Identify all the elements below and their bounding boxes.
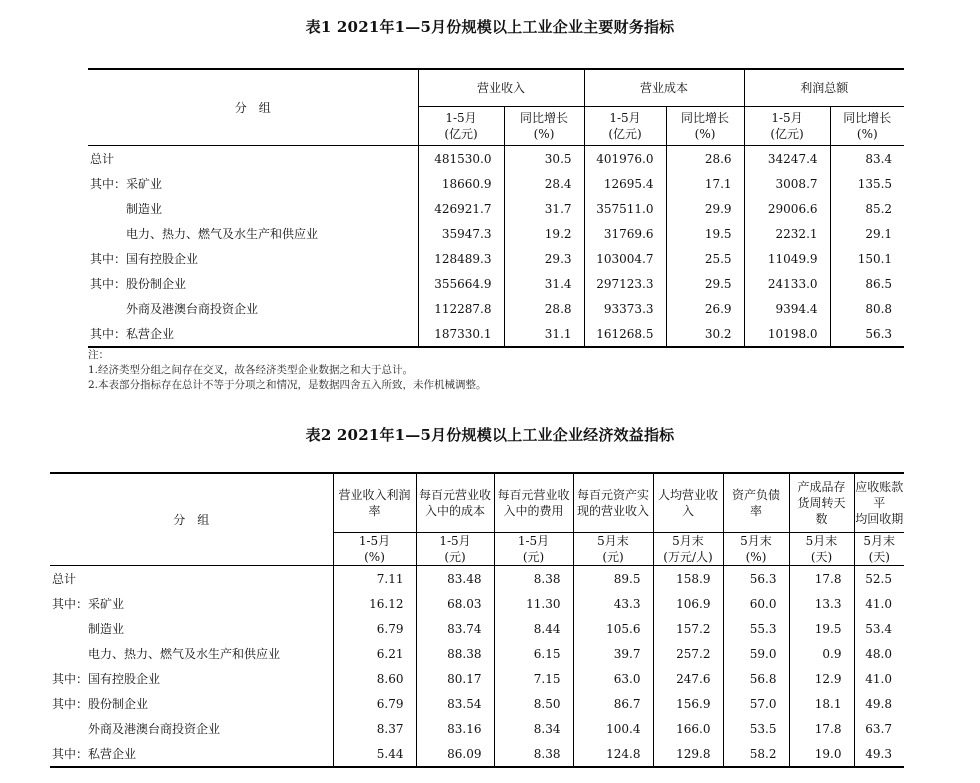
header-line: 每百元营业收: [497, 488, 570, 502]
value-cell: 63.7: [854, 716, 904, 741]
value-cell: 83.74: [416, 616, 494, 641]
value-cell: 11.30: [494, 591, 573, 616]
value-cell: 156.9: [653, 691, 723, 716]
value-cell: 19.0: [789, 741, 854, 767]
revenue-header: 营业收入: [418, 69, 584, 107]
value-cell: 68.03: [416, 591, 494, 616]
column-header: [494, 473, 573, 533]
header-line: 应收账款平: [855, 480, 904, 510]
value-cell: 8.44: [494, 616, 573, 641]
value-cell: 19.5: [789, 616, 854, 641]
value-cell: 52.5: [854, 566, 904, 592]
header-line: (%): [694, 127, 716, 141]
value-cell: 128489.3: [418, 246, 504, 271]
value-cell: 31.7: [504, 196, 584, 221]
value-cell: 19.5: [666, 221, 744, 246]
value-cell: 105.6: [573, 616, 653, 641]
row-label: 总计: [90, 152, 115, 166]
value-cell: 103004.7: [584, 246, 666, 271]
header-line: 5月末: [863, 534, 896, 548]
value-cell: 401976.0: [584, 146, 666, 172]
table1-title: 表1 2021年1—5月份规模以上工业企业主要财务指标: [305, 18, 675, 36]
header-line: (天): [868, 550, 890, 564]
header-line: 每百元营业收: [418, 488, 491, 502]
value-cell: 6.15: [494, 641, 573, 666]
header-line: 货周转天: [797, 496, 846, 510]
value-cell: 247.6: [653, 666, 723, 691]
subheader-cell: [416, 533, 494, 566]
header-line: 1-5月: [358, 534, 391, 548]
header-line: (亿元): [608, 127, 642, 141]
header-line: 1-5月: [609, 111, 641, 125]
subheader-cell: [666, 107, 744, 146]
header-line: 入中的费用: [503, 504, 564, 518]
value-cell: 112287.8: [418, 296, 504, 321]
header-line: 入中的成本: [424, 504, 485, 518]
header-line: 5月末: [740, 534, 772, 548]
note-2: 2.本表部分指标存在总计不等于分项之和情况，是数据四舍五入所致，未作机械调整。: [88, 379, 487, 391]
value-cell: 8.38: [494, 566, 573, 592]
header-line: 率: [368, 504, 381, 518]
table1-notes: [88, 348, 487, 393]
value-cell: 63.0: [573, 666, 653, 691]
value-cell: 6.21: [333, 641, 416, 666]
header-line: (万元/人): [663, 550, 713, 564]
value-cell: 8.60: [333, 666, 416, 691]
header-line: 数: [815, 512, 828, 526]
header-line: (亿元): [770, 127, 804, 141]
header-line: 5月末: [805, 534, 838, 548]
column-header: [723, 473, 789, 533]
header-line: (亿元): [444, 127, 478, 141]
value-cell: 18660.9: [418, 171, 504, 196]
value-cell: 5.44: [333, 741, 416, 767]
value-cell: 10198.0: [744, 321, 830, 347]
subheader-cell: [653, 533, 723, 566]
value-cell: 86.7: [573, 691, 653, 716]
table-row: [50, 716, 904, 741]
table-row: [50, 741, 904, 767]
value-cell: 129.8: [653, 741, 723, 767]
note-heading: 注：: [88, 349, 109, 361]
header-line: 5月末: [597, 534, 629, 548]
row-label: 其中：国有控股企业: [52, 672, 161, 686]
value-cell: 481530.0: [418, 146, 504, 172]
table-row: [88, 246, 904, 271]
value-cell: 6.79: [333, 691, 416, 716]
value-cell: 31769.6: [584, 221, 666, 246]
value-cell: 8.34: [494, 716, 573, 741]
header-line: (%): [533, 127, 555, 141]
value-cell: 80.17: [416, 666, 494, 691]
value-cell: 49.3: [854, 741, 904, 767]
header-line: (元): [522, 550, 545, 564]
value-cell: 29.3: [504, 246, 584, 271]
value-cell: 187330.1: [418, 321, 504, 347]
header-line: 同比增长: [843, 111, 892, 125]
header-line: (元): [444, 550, 466, 564]
financial-indicators-table: [88, 68, 904, 348]
subheader-cell: [789, 533, 854, 566]
value-cell: 17.1: [666, 171, 744, 196]
value-cell: 100.4: [573, 716, 653, 741]
value-cell: 0.9: [789, 641, 854, 666]
table-row: [50, 591, 904, 616]
table-row: [50, 641, 904, 666]
value-cell: 83.48: [416, 566, 494, 592]
header-line: 同比增长: [681, 111, 730, 125]
value-cell: 86.09: [416, 741, 494, 767]
table-row: [88, 296, 904, 321]
value-cell: 86.5: [830, 271, 904, 296]
value-cell: 8.50: [494, 691, 573, 716]
header-line: 资产负债: [731, 488, 780, 502]
value-cell: 93373.3: [584, 296, 666, 321]
subheader-cell: [584, 107, 666, 146]
value-cell: 3008.7: [744, 171, 830, 196]
value-cell: 49.8: [854, 691, 904, 716]
row-label: 总计: [52, 572, 77, 586]
value-cell: 135.5: [830, 171, 904, 196]
value-cell: 41.0: [854, 591, 904, 616]
subheader-cell: [744, 107, 830, 146]
value-cell: 85.2: [830, 196, 904, 221]
header-line: 1-5月: [517, 534, 550, 548]
value-cell: 39.7: [573, 641, 653, 666]
subheader-cell: [494, 533, 573, 566]
value-cell: 161268.5: [584, 321, 666, 347]
value-cell: 8.38: [494, 741, 573, 767]
group-header: 分 组: [234, 100, 271, 115]
row-label: 其中：国有控股企业: [90, 252, 199, 266]
value-cell: 297123.3: [584, 271, 666, 296]
value-cell: 57.0: [723, 691, 789, 716]
value-cell: 88.38: [416, 641, 494, 666]
value-cell: 6.79: [333, 616, 416, 641]
table-row: [50, 691, 904, 716]
value-cell: 7.11: [333, 566, 416, 592]
subheader-cell: [418, 107, 504, 146]
value-cell: 59.0: [723, 641, 789, 666]
header-line: 产成品存: [797, 480, 846, 494]
value-cell: 41.0: [854, 666, 904, 691]
header-line: 营业收入利润: [338, 488, 411, 502]
subheader-cell: [333, 533, 416, 566]
value-cell: 43.3: [573, 591, 653, 616]
value-cell: 34247.4: [744, 146, 830, 172]
value-cell: 150.1: [830, 246, 904, 271]
value-cell: 29006.6: [744, 196, 830, 221]
header-line: 均回收期: [855, 512, 904, 526]
note-1: 1.经济类型分组之间存在交叉，故各经济类型企业数据之和大于总计。: [88, 364, 414, 376]
row-label: 外商及港澳台商投资企业: [88, 722, 221, 736]
value-cell: 16.12: [333, 591, 416, 616]
value-cell: 106.9: [653, 591, 723, 616]
value-cell: 17.8: [789, 716, 854, 741]
table-row: [88, 146, 904, 172]
header-line: 现的营业收入: [576, 504, 649, 518]
value-cell: 28.6: [666, 146, 744, 172]
value-cell: 30.5: [504, 146, 584, 172]
value-cell: 426921.7: [418, 196, 504, 221]
row-label: 电力、热力、燃气及水生产和供应业: [126, 227, 319, 241]
row-label: 其中：采矿业: [52, 597, 125, 611]
row-label: 其中：私营企业: [52, 747, 137, 761]
value-cell: 11049.9: [744, 246, 830, 271]
group-header: 分 组: [173, 512, 210, 527]
value-cell: 29.5: [666, 271, 744, 296]
value-cell: 31.4: [504, 271, 584, 296]
column-header: [333, 473, 416, 533]
subheader-cell: [830, 107, 904, 146]
efficiency-indicators-table: [50, 472, 904, 768]
header-line: 人均营业收入: [657, 488, 718, 518]
cost-header: 营业成本: [584, 69, 744, 107]
value-cell: 26.9: [666, 296, 744, 321]
subheader-cell: [573, 533, 653, 566]
table-row: [88, 196, 904, 221]
value-cell: 53.5: [723, 716, 789, 741]
value-cell: 19.2: [504, 221, 584, 246]
value-cell: 12695.4: [584, 171, 666, 196]
value-cell: 158.9: [653, 566, 723, 592]
row-label: 其中：采矿业: [90, 177, 163, 191]
value-cell: 56.3: [830, 321, 904, 347]
value-cell: 58.2: [723, 741, 789, 767]
header-line: 每百元资产实: [576, 488, 649, 502]
value-cell: 13.3: [789, 591, 854, 616]
value-cell: 357511.0: [584, 196, 666, 221]
value-cell: 80.8: [830, 296, 904, 321]
row-label: 其中：股份制企业: [52, 697, 149, 711]
header-line: (%): [856, 127, 878, 141]
value-cell: 166.0: [653, 716, 723, 741]
header-line: (元): [602, 550, 624, 564]
value-cell: 29.1: [830, 221, 904, 246]
header-line: 5月末: [672, 534, 704, 548]
value-cell: 24133.0: [744, 271, 830, 296]
value-cell: 257.2: [653, 641, 723, 666]
value-cell: 83.54: [416, 691, 494, 716]
header-line: 率: [749, 504, 762, 518]
value-cell: 28.4: [504, 171, 584, 196]
row-label: 制造业: [126, 202, 163, 216]
row-label: 电力、热力、燃气及水生产和供应业: [88, 647, 281, 661]
table-row: [88, 321, 904, 347]
value-cell: 18.1: [789, 691, 854, 716]
value-cell: 29.9: [666, 196, 744, 221]
value-cell: 35947.3: [418, 221, 504, 246]
value-cell: 9394.4: [744, 296, 830, 321]
value-cell: 31.1: [504, 321, 584, 347]
profit-header: 利润总额: [744, 69, 904, 107]
table-row: [50, 566, 904, 592]
row-label: 制造业: [88, 622, 125, 636]
row-label: 其中：私营企业: [90, 327, 175, 341]
value-cell: 83.16: [416, 716, 494, 741]
value-cell: 60.0: [723, 591, 789, 616]
table2-title: 表2 2021年1—5月份规模以上工业企业经济效益指标: [305, 426, 675, 444]
table-row: [50, 666, 904, 691]
value-cell: 124.8: [573, 741, 653, 767]
header-line: (%): [364, 550, 385, 564]
value-cell: 55.3: [723, 616, 789, 641]
subheader-cell: [854, 533, 904, 566]
header-line: 1-5月: [771, 111, 803, 125]
subheader-cell: [504, 107, 584, 146]
value-cell: 355664.9: [418, 271, 504, 296]
table-row: [88, 271, 904, 296]
value-cell: 8.37: [333, 716, 416, 741]
header-line: 同比增长: [520, 111, 569, 125]
column-header: [789, 473, 854, 533]
column-header: [573, 473, 653, 533]
value-cell: 30.2: [666, 321, 744, 347]
value-cell: 2232.1: [744, 221, 830, 246]
value-cell: 53.4: [854, 616, 904, 641]
value-cell: 25.5: [666, 246, 744, 271]
table-row: [88, 171, 904, 196]
table-row: [88, 221, 904, 246]
row-label: 外商及港澳台商投资企业: [126, 302, 259, 316]
header-line: 1-5月: [445, 111, 477, 125]
table-row: [50, 616, 904, 641]
value-cell: 89.5: [573, 566, 653, 592]
header-line: 1-5月: [439, 534, 471, 548]
row-label: 其中：股份制企业: [90, 277, 187, 291]
header-line: (天): [810, 550, 833, 564]
column-header: [416, 473, 494, 533]
value-cell: 157.2: [653, 616, 723, 641]
value-cell: 12.9: [789, 666, 854, 691]
value-cell: 17.8: [789, 566, 854, 592]
value-cell: 56.8: [723, 666, 789, 691]
value-cell: 7.15: [494, 666, 573, 691]
column-header: [854, 473, 904, 533]
value-cell: 28.8: [504, 296, 584, 321]
header-line: (%): [745, 550, 767, 564]
value-cell: 48.0: [854, 641, 904, 666]
subheader-cell: [723, 533, 789, 566]
value-cell: 83.4: [830, 146, 904, 172]
column-header: [653, 473, 723, 533]
value-cell: 56.3: [723, 566, 789, 592]
